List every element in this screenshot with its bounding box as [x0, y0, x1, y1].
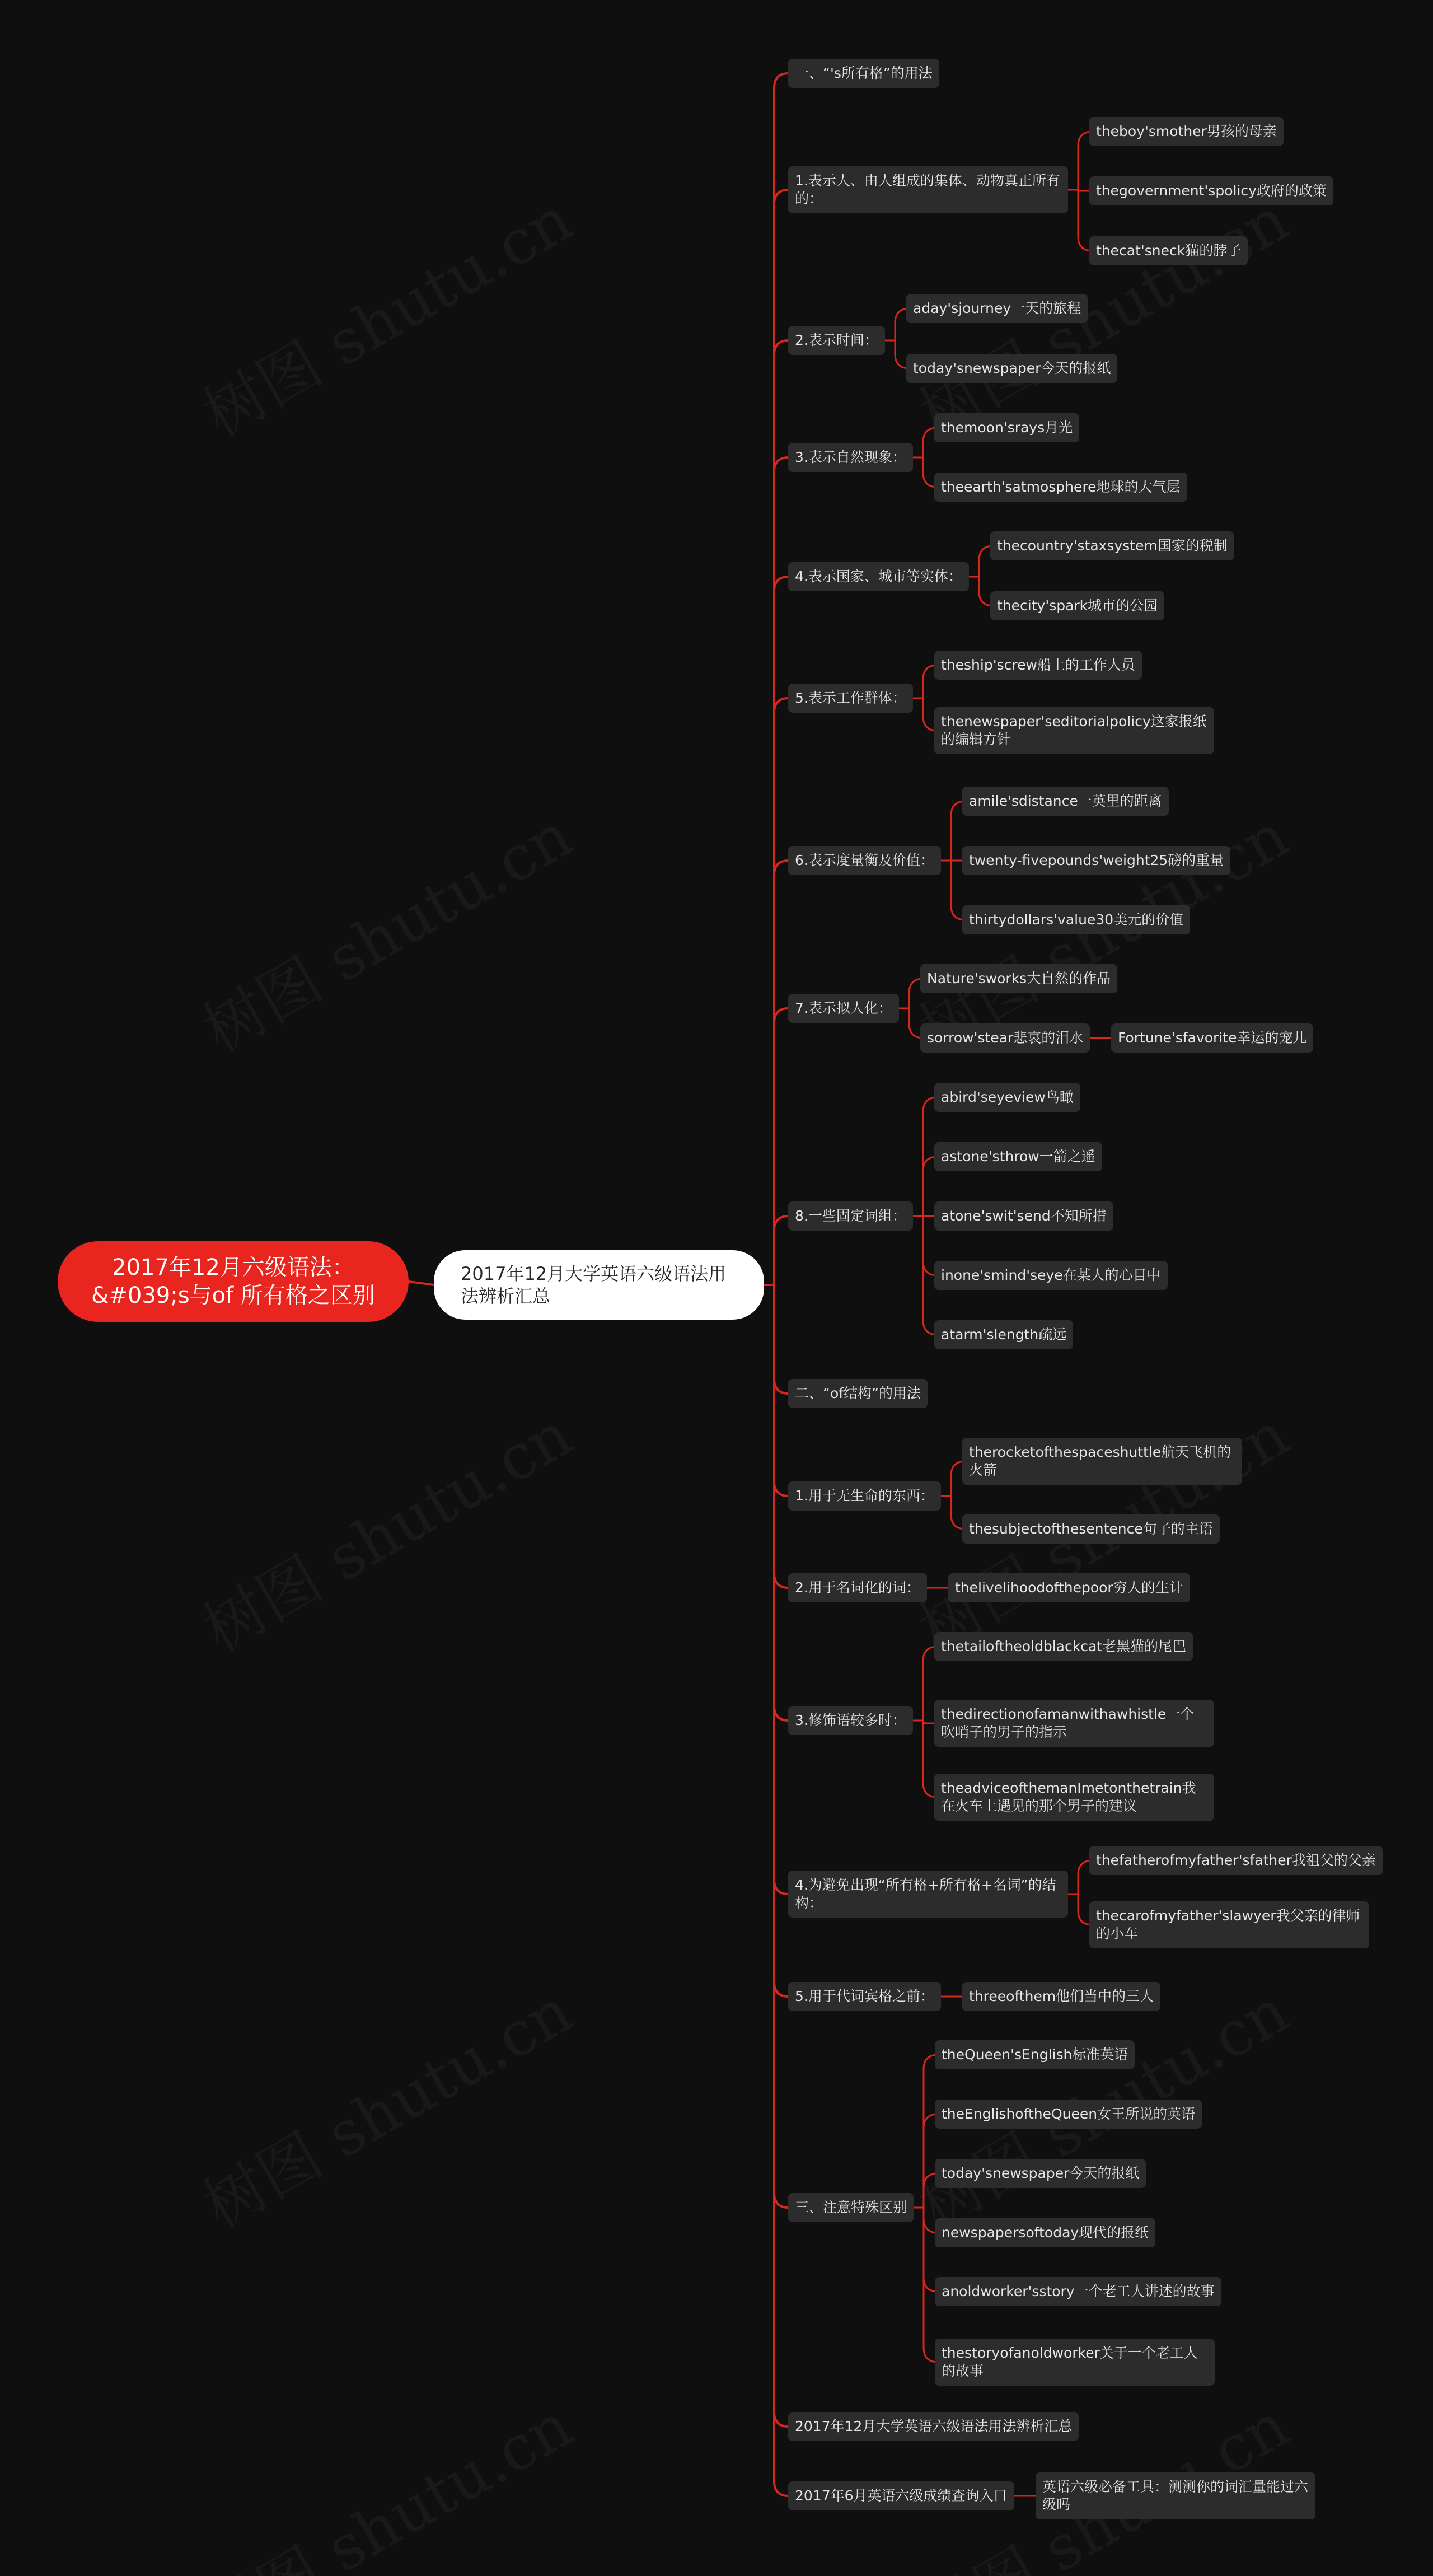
branch-node[interactable]: 3.修饰语较多时：	[788, 1706, 913, 1735]
branch-link	[764, 1285, 789, 1394]
leaf-node[interactable]: Fortune'sfavorite幸运的宠儿	[1111, 1023, 1313, 1053]
leaf-node[interactable]: theship'screw船上的工作人员	[934, 651, 1142, 680]
branch-node[interactable]: 5.表示工作群体：	[788, 684, 913, 713]
leaf-node[interactable]: Nature'sworks大自然的作品	[920, 964, 1117, 993]
leaf-node[interactable]: sorrow'stear悲哀的泪水	[920, 1023, 1090, 1053]
branch-node[interactable]: 二、“of结构”的用法	[788, 1379, 928, 1408]
leaf-node[interactable]: theadviceofthemanImetonthetrain我在火车上遇见的那个男子的建议	[934, 1774, 1214, 1821]
branch-node[interactable]: 4.表示国家、城市等实体：	[788, 562, 969, 591]
leaf-node[interactable]: thedirectionofamanwithawhistle一个吹哨子的男子的指示	[934, 1700, 1214, 1747]
branch-node[interactable]: 7.表示拟人化：	[788, 994, 899, 1023]
branch-link	[764, 340, 789, 1285]
branch-link	[764, 1285, 789, 1894]
branch-link	[764, 1285, 789, 1588]
leaf-link	[914, 2114, 938, 2208]
leaf-node[interactable]: aday'sjourney一天的旅程	[906, 294, 1088, 323]
leaf-node[interactable]: twenty-fivepounds'weight25磅的重量	[962, 846, 1230, 875]
leaf-node[interactable]: themoon'srays月光	[934, 413, 1079, 442]
branch-link	[764, 577, 789, 1285]
branch-link	[764, 1285, 789, 2208]
leaf-node[interactable]: anoldworker'sstory一个老工人讲述的故事	[935, 2277, 1221, 2306]
branch-link	[764, 1216, 789, 1285]
leaf-node[interactable]: atarm'slength疏远	[934, 1320, 1073, 1349]
leaf-node[interactable]: thenewspaper'seditorialpolicy这家报纸的编辑方针	[934, 707, 1214, 754]
root-center-link	[409, 1282, 434, 1285]
leaf-node[interactable]: thesubjectofthesentence句子的主语	[962, 1514, 1220, 1544]
leaf-node[interactable]: atone'swit'send不知所措	[934, 1201, 1113, 1231]
branch-node[interactable]: 三、注意特殊区别	[788, 2193, 914, 2222]
leaf-node[interactable]: therocketofthespaceshuttle航天飞机的火箭	[962, 1438, 1242, 1485]
leaf-node[interactable]: thefatherofmyfather'sfather我祖父的父亲	[1089, 1846, 1383, 1875]
leaf-node[interactable]: thestoryofanoldworker关于一个老工人的故事	[935, 2339, 1215, 2386]
branch-node[interactable]: 一、“'s所有格”的用法	[788, 59, 939, 88]
branch-link	[764, 1008, 789, 1285]
branch-node[interactable]: 2017年12月大学英语六级语法用法辨析汇总	[788, 2412, 1079, 2441]
branch-node[interactable]: 5.用于代词宾格之前：	[788, 1982, 941, 2011]
leaf-node[interactable]: inone'smind'seye在某人的心目中	[934, 1261, 1168, 1290]
branch-node[interactable]: 2017年6月英语六级成绩查询入口	[788, 2481, 1014, 2510]
branch-node[interactable]: 2.用于名词化的词：	[788, 1573, 927, 1602]
leaf-node[interactable]: today'snewspaper今天的报纸	[935, 2159, 1146, 2188]
leaf-node[interactable]: 英语六级必备工具：测测你的词汇量能过六级吗	[1036, 2472, 1315, 2519]
leaf-node[interactable]: thirtydollars'value30美元的价值	[962, 905, 1190, 934]
branch-link	[764, 1285, 789, 1721]
branch-node[interactable]: 8.一些固定词组：	[788, 1201, 913, 1231]
branch-node[interactable]: 4.为避免出现“所有格+所有格+名词”的结构：	[788, 1871, 1068, 1918]
leaf-node[interactable]: today'snewspaper今天的报纸	[906, 354, 1117, 383]
leaf-node[interactable]: thegovernment'spolicy政府的政策	[1089, 176, 1333, 205]
branch-node[interactable]: 6.表示度量衡及价值：	[788, 846, 941, 875]
branch-node[interactable]: 2.表示时间：	[788, 326, 885, 355]
leaf-node[interactable]: astone'sthrow一箭之遥	[934, 1142, 1102, 1171]
leaf-node[interactable]: thecarofmyfather'slawyer我父亲的律师的小车	[1089, 1901, 1369, 1948]
branch-link	[764, 73, 789, 1285]
leaf-node[interactable]: thecity'spark城市的公园	[990, 591, 1164, 620]
branch-link	[764, 1285, 789, 2427]
leaf-node[interactable]: amile'sdistance一英里的距离	[962, 787, 1169, 816]
branch-node[interactable]: 1.表示人、由人组成的集体、动物真正所有的：	[788, 166, 1068, 213]
root-topic[interactable]: 2017年12月六级语法：&#039;s与of 所有格之区别	[58, 1241, 409, 1322]
central-topic[interactable]: 2017年12月大学英语六级语法用法辨析汇总	[434, 1250, 764, 1320]
branch-link	[764, 190, 789, 1285]
branch-link	[764, 698, 789, 1285]
leaf-node[interactable]: theearth'satmosphere地球的大气层	[934, 473, 1187, 502]
leaf-node[interactable]: theEnglishoftheQueen女王所说的英语	[935, 2100, 1202, 2129]
leaf-node[interactable]: thecountry'staxsystem国家的税制	[990, 531, 1234, 560]
leaf-node[interactable]: thetailoftheoldblackcat老黑猫的尾巴	[934, 1632, 1193, 1661]
branch-node[interactable]: 1.用于无生命的东西：	[788, 1481, 941, 1511]
leaf-node[interactable]: theQueen'sEnglish标准英语	[935, 2040, 1135, 2069]
leaf-node[interactable]: abird'seyeview鸟瞰	[934, 1083, 1080, 1112]
leaf-link	[914, 2208, 938, 2292]
branch-link	[764, 1285, 789, 1496]
leaf-node[interactable]: newspapersoftoday现代的报纸	[935, 2218, 1155, 2247]
leaf-node[interactable]: theboy'smother男孩的母亲	[1089, 117, 1284, 146]
branch-node[interactable]: 3.表示自然现象：	[788, 443, 913, 472]
leaf-node[interactable]: thecat'sneck猫的脖子	[1089, 236, 1248, 265]
leaf-node[interactable]: threeofthem他们当中的三人	[962, 1982, 1160, 2011]
leaf-node[interactable]: thelivelihoodofthepoor穷人的生计	[948, 1573, 1190, 1602]
